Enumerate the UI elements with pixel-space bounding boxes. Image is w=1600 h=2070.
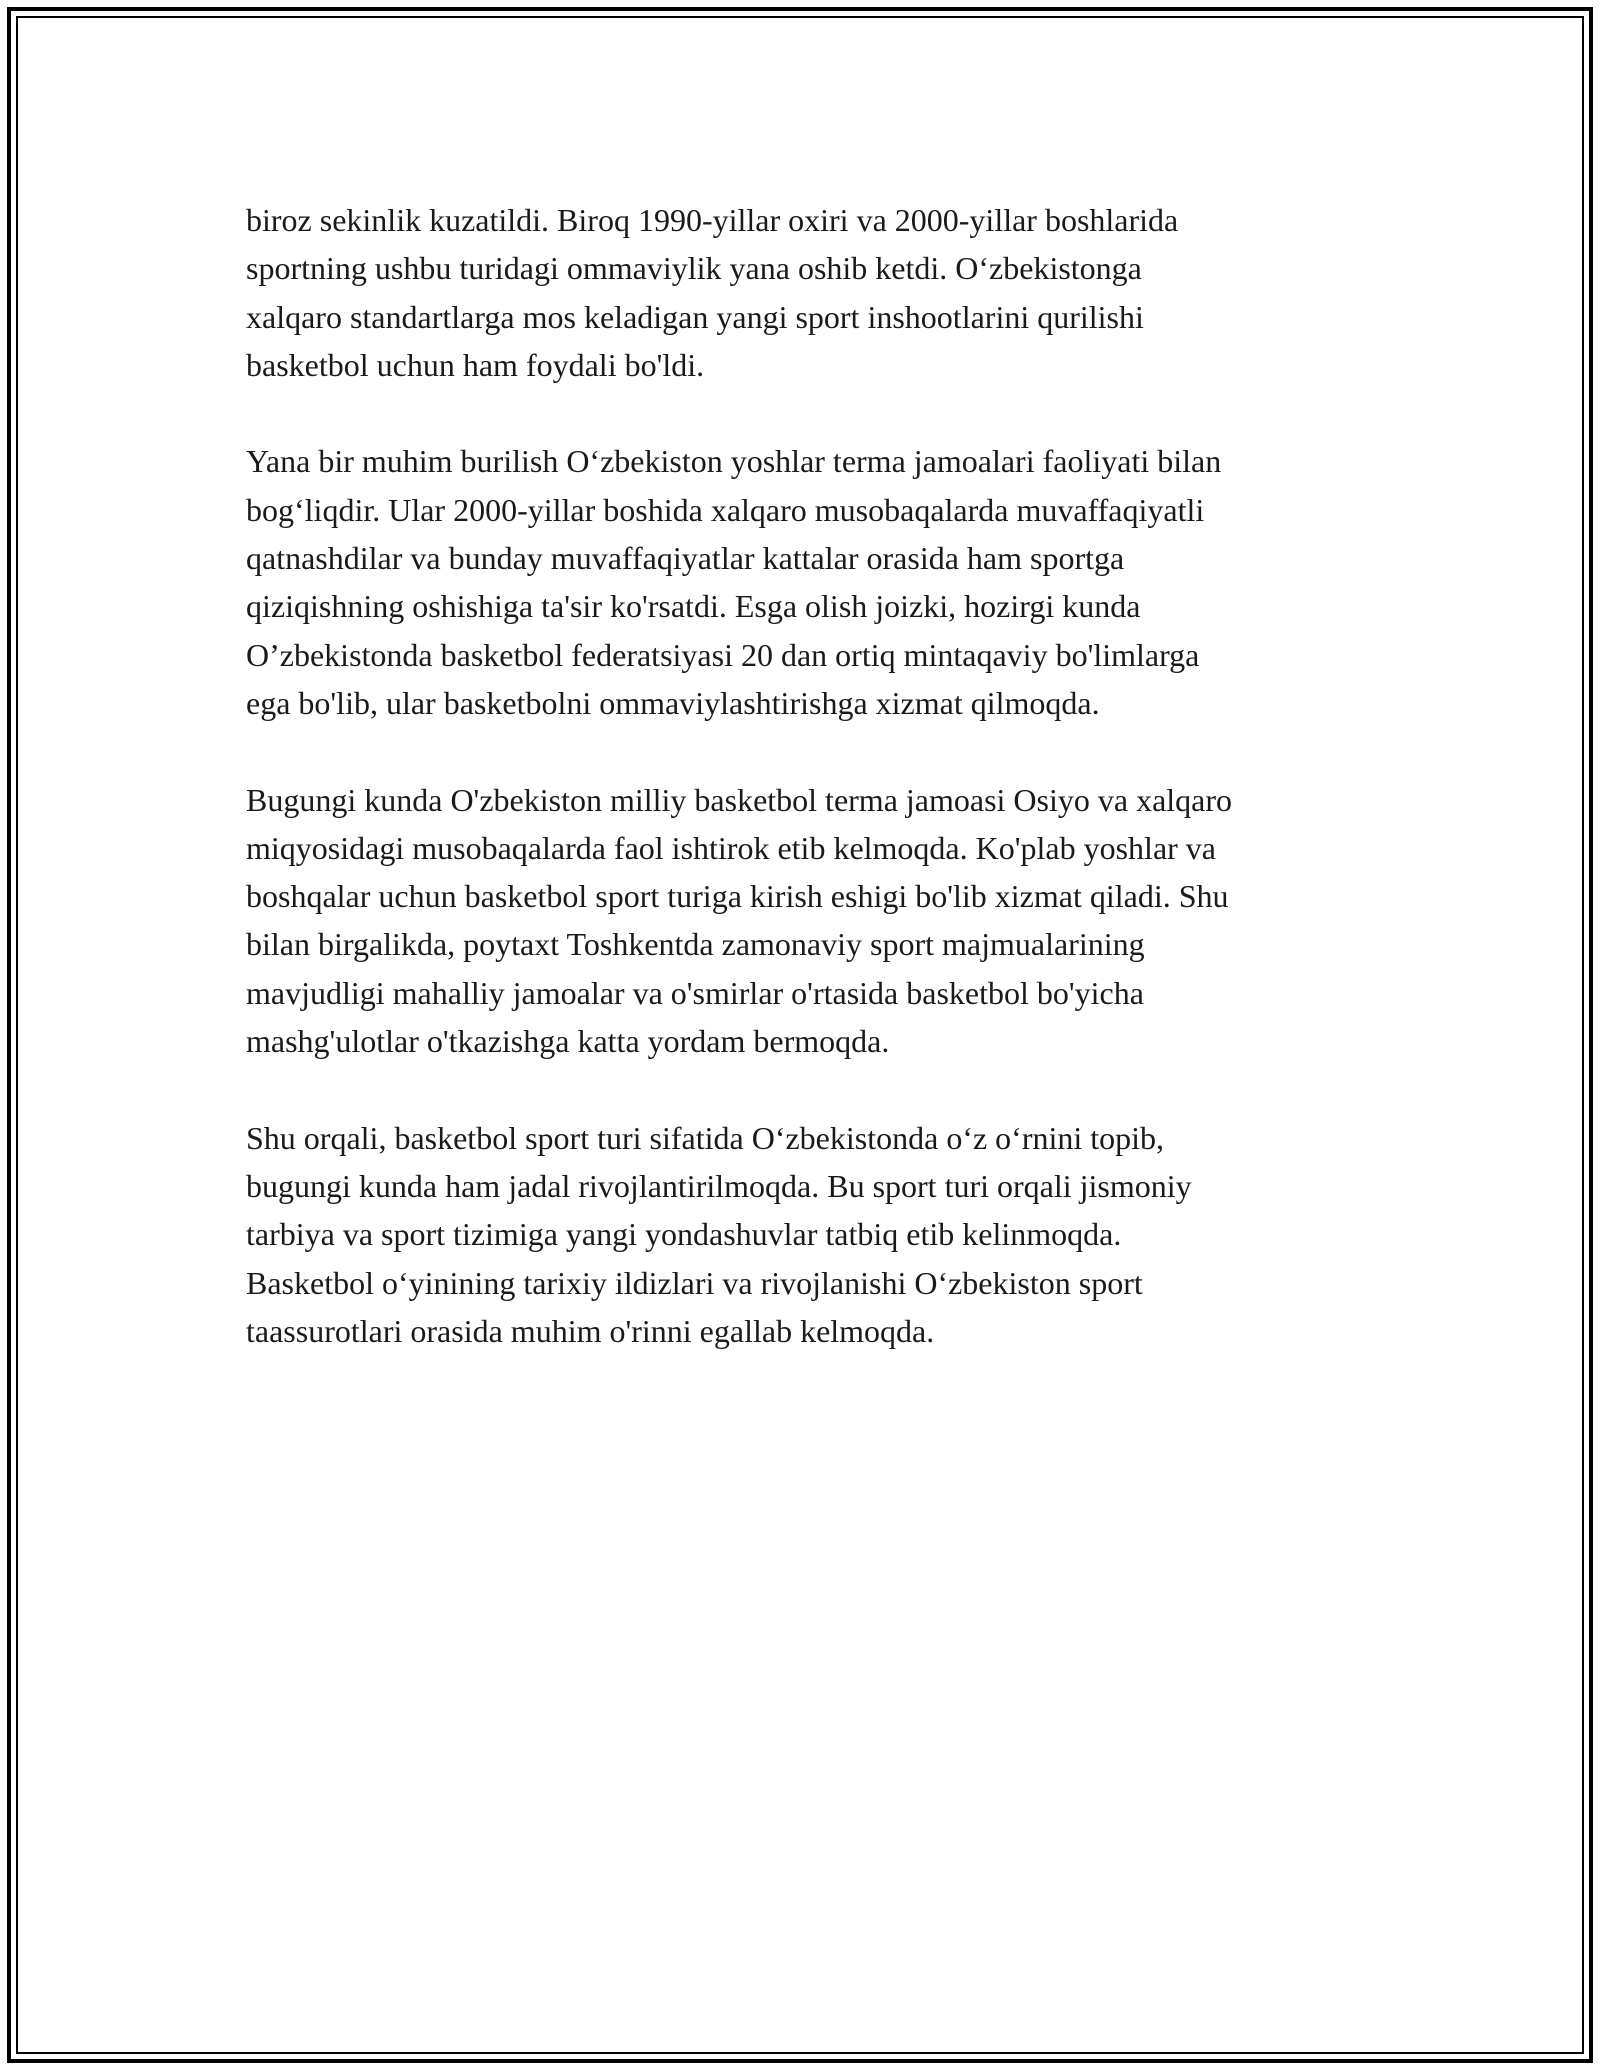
text-line: Shu orqali, basketbol sport turi sifatida O‘zbekistonda o‘z o‘rnini topib, bbox=[246, 1119, 1165, 1156]
document-body bbox=[246, 196, 1446, 1403]
text-line: xalqaro standartlarga mos keladigan yangi sport inshootlarini qurilishi bbox=[246, 298, 1144, 335]
text-line: bog‘liqdir. Ular 2000-yillar boshida xalqaro musobaqalarda muvaffaqiyatli bbox=[246, 491, 1205, 528]
text-line: Basketbol o‘yinining tarixiy ildizlari va rivojlanishi O‘zbekiston sport bbox=[246, 1264, 1143, 1301]
paragraph-1 bbox=[246, 196, 1446, 389]
text-line: biroz sekinlik kuzatildi. Biroq 1990-yillar oxiri va 2000-yillar boshlarida bbox=[246, 202, 1179, 238]
paragraph-2 bbox=[246, 437, 1446, 727]
text-line: basketbol uchun ham foydali bo'ldi. bbox=[246, 346, 705, 383]
document-page bbox=[7, 7, 1593, 2063]
text-line: sportning ushbu turidagi ommaviylik yana oshib ketdi. O‘zbekistonga bbox=[246, 250, 1142, 287]
text-line: Yana bir muhim burilish O‘zbekiston yoshlar terma jamoalari faoliyati bilan bbox=[246, 443, 1222, 480]
text-line: bilan birgalikda, poytaxt Toshkentda zamonaviy sport majmualarining bbox=[246, 926, 1145, 963]
text-line: Bugungi kunda O'zbekiston milliy basketbol terma jamoasi Osiyo va xalqaro bbox=[246, 781, 1233, 818]
text-line: miqyosidagi musobaqalarda faol ishtirok etib kelmoqda. Ko'plab yoshlar va bbox=[246, 829, 1216, 866]
text-line: mavjudligi mahalliy jamoalar va o'smirlar o'rtasida basketbol bo'yicha bbox=[246, 974, 1144, 1011]
text-line: mashg'ulotlar o'tkazishga katta yordam bermoqda. bbox=[246, 1023, 890, 1060]
paragraph-4 bbox=[246, 1114, 1446, 1355]
text-line: bugungi kunda ham jadal rivojlantirilmoqda. Bu sport turi orqali jismoniy bbox=[246, 1167, 1192, 1204]
text-line: O’zbekistonda basketbol federatsiyasi 20 dan ortiq mintaqaviy bo'limlarga bbox=[246, 636, 1200, 673]
paragraph-3 bbox=[246, 776, 1446, 1066]
text-line: qatnashdilar va bunday muvaffaqiyatlar kattalar orasida ham sportga bbox=[246, 540, 1125, 577]
text-line: taassurotlari orasida muhim o'rinni egallab kelmoqda. bbox=[246, 1312, 935, 1349]
text-line: qiziqishning oshishiga ta'sir ko'rsatdi. Esga olish joizki, hozirgi kunda bbox=[246, 588, 1141, 625]
text-line: tarbiya va sport tizimiga yangi yondashuvlar tatbiq etib kelinmoqda. bbox=[246, 1216, 1122, 1253]
text-line: boshqalar uchun basketbol sport turiga kirish eshigi bo'lib xizmat qiladi. Shu bbox=[246, 878, 1229, 915]
text-line: ega bo'lib, ular basketbolni ommaviylashtirishga xizmat qilmoqda. bbox=[246, 684, 1100, 721]
